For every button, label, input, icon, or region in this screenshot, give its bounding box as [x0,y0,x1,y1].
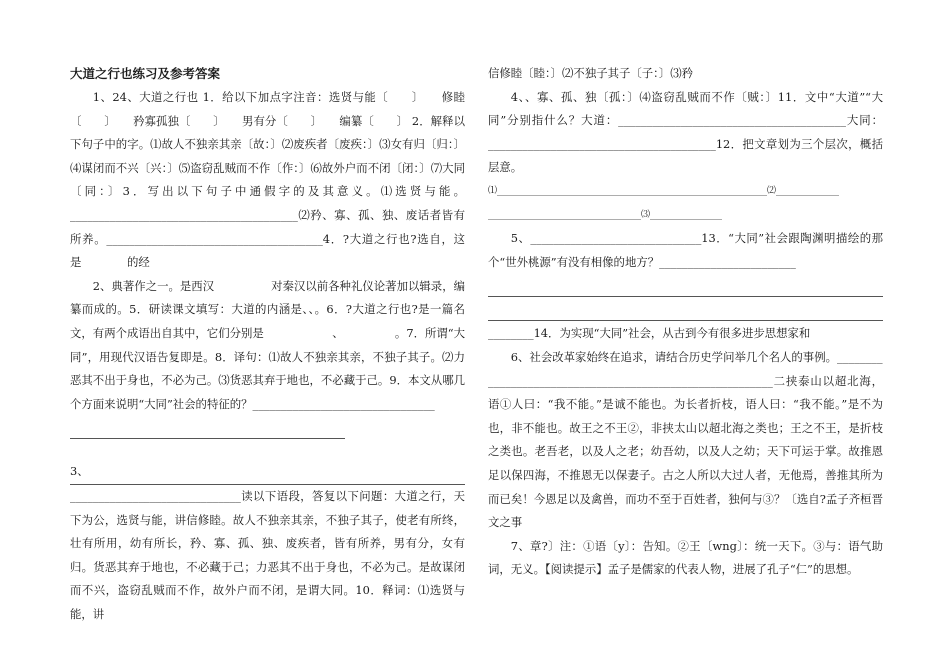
paragraph-r3: ⑴____________________________________________________________⑵______________ [488,185,840,196]
document-title: 大道之行也练习及参考答案 [70,66,221,81]
paragraph-r9: 7、章?〕注：①语〔y〕：告知。②王〔wng〕：统一天下。③与：语气助词，无义。【阅读提示】孟子是儒家的代表人物，进展了孔子“仁”的思想。 [488,538,883,577]
paragraph-r7: 6、社会改革家始终在追求，请结合历史学问举几个名人的事例。________ [510,349,883,364]
paragraph-r6: ________14．为实现“大同”社会，从古到今有很多进步思想家和 [488,326,811,341]
paragraph-r5: 5、______________________________13．“大同”社会跟陶渊明描绘的那个“世外桃源”有没有相像的地方？________________________ [488,231,883,269]
paragraph-r1: 信修睦〔睦：〕⑵不独子其子〔子：〕⑶矜 [488,66,694,80]
left-column [70,62,465,626]
paragraph-2: 2、典著作之一。是西汉 对秦汉以前各种礼仪论著加以辑录，编纂而成的。5．研读课文填写：大道的内涵是、、。6．?大道之行也?是一篇名文，有两个成语出自其中，它们分别是 、 。7．所谓“大同”，用现代汉语告复即是。8．译句：⑴故人不独亲其亲，不独子其子。⑵力恶其不出于身也，不必为己。⑶货恶其弃于地也，不必藏于己。9．本文从哪几个方面来说明“大同”社会的特征的？________________________________ [70,278,465,411]
answer-line [488,274,883,297]
spacer [70,440,465,460]
answer-line [488,298,883,321]
paragraph-3-label: 3、 [70,460,465,485]
paragraph-1: 1、24、大道之行也 1．给以下加点字注音：选贤与能〔 〕 修睦〔 〕 矜寡孤独〔 〕 男有分〔 〕 编纂〔 〕 2．解释以下句子中的字。⑴故人不独亲其亲〔故：〕⑵废疾者〔废疾：〕⑶女有归〔归：〕⑷谋闭而不兴〔兴：〕⑸盗窃乱贼而不作〔作：〕⑹故外户而不闭〔闭：〕⑺大同〔同：〕3．写出以下句子中通假字的及其意义。⑴选贤与能。________________________________________⑵矜、寡、孤、独、废话者皆有所养。______________________________________4．?大道之行也?选自，这是 的经 [70,90,465,270]
paragraph-r4: __________________________________⑶________________ [488,209,723,220]
right-column [488,62,883,582]
paragraph-4: ______________________________读以下语段，答复以下问题：大道之行，天下为公，选贤与能，讲信修睦。故人不独亲其亲，不独子其子，使老有所终，壮有所用，幼有所长，矜、寡、孤、独、废疾者，皆有所养，男有分，女有归。货恶其弃于地也，不必藏于己；力恶其不出于身也，不必为己。是故谋闭而不兴，盗窃乱贼而不作，故外户而不闭，是谓大同。10．释词：⑴选贤与能，讲 [70,488,465,621]
paragraph-r2: 4、、寡、孤、独〔孤：〕⑷盗窃乱贼而不作〔贼：〕11．文中“大道”“大同”分别指什么？大道：________________________________________大同：________________________________________12．把文章划为三个层次，概括层意。 [488,89,883,175]
paragraph-r8: __________________________________________________二挟泰山以超北海，语①人曰：“我不能。”是诚不能也。为长者折枝，语人曰：“我不能。”是不为也，非不能也。故王之不王②，非挟太山以超北海之类也；王之不王，是折枝之类也。老吾老，以及人之老；幼吾幼，以及人之幼；天下可运于掌。故推恩足以保四海，不推恩无以保妻子。古之人所以大过人者，无他焉，善推其所为而已矣！今恩足以及禽兽，而功不至于百姓者，独何与③？〔选自?孟子齐桓晋文之事 [488,373,883,530]
answer-line [70,416,345,439]
